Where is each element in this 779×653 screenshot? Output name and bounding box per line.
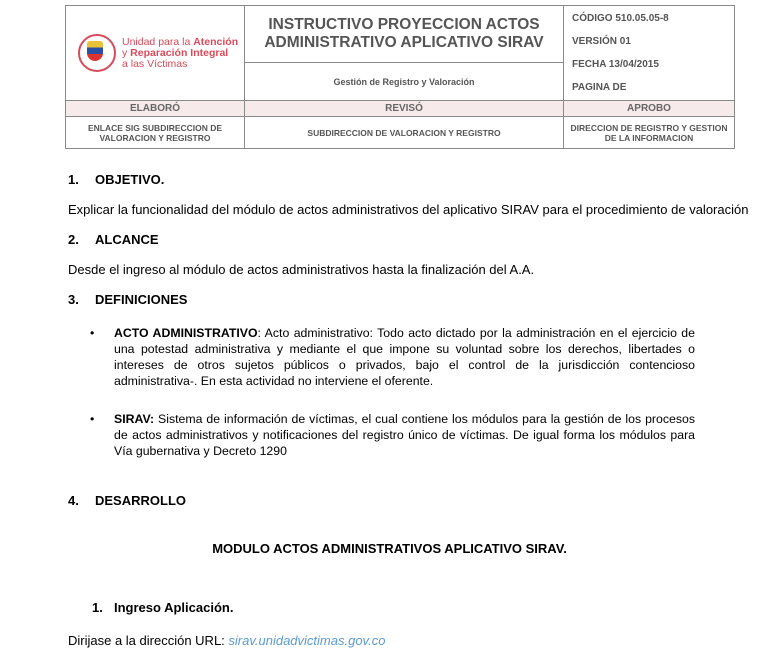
document-header: [65, 5, 734, 150]
document-version: VERSIÓN 01: [572, 36, 631, 47]
reviso-label: REVISÓ: [245, 101, 564, 117]
sirav-url-link[interactable]: sirav.unidadvictimas.gov.co: [228, 633, 386, 648]
document-code: CÓDIGO 510.05.05-8: [572, 13, 669, 24]
document-date: FECHA 13/04/2015: [572, 59, 659, 70]
logo-text: Unidad para la Atención y Reparación Integral a las Víctimas: [122, 35, 239, 70]
logo-cell: [66, 6, 245, 101]
section-objetivo-text: Explicar la funcionalidad del módulo de actos administrativos del aplicativo SIRAV para el procedimiento de valoración: [68, 202, 749, 217]
logo: [66, 7, 244, 100]
definition-term: SIRAV:: [114, 412, 155, 426]
document-title: INSTRUCTIVO PROYECCION ACTOS ADMINISTRATIVO APLICATIVO SIRAV: [245, 6, 563, 63]
section-definiciones-heading: 3. DEFINICIONES: [68, 292, 188, 307]
elaboro-label: ELABORÓ: [66, 101, 245, 117]
section-alcance-heading: 2. ALCANCE: [68, 232, 159, 247]
coat-of-arms-icon: [78, 34, 116, 72]
aprobo-value: DIRECCION DE REGISTRO Y GESTION DE LA INFORMACION: [564, 117, 735, 149]
module-title: MODULO ACTOS ADMINISTRATIVOS APLICATIVO SIRAV.: [212, 541, 567, 556]
section-desarrollo-heading: 4. DESARROLLO: [68, 493, 186, 508]
section-objetivo-heading: 1. OBJETIVO.: [68, 172, 165, 187]
bullet-icon: •: [90, 326, 95, 340]
definition-sirav: [90, 411, 695, 459]
document-subtitle: Gestión de Registro y Valoración: [333, 76, 475, 87]
definition-text: Sistema de información de víctimas, el cual contiene los módulos para la gestión de los procesos de actos administrativos y notificaciones del registro único de víctimas. De igual forma los módulos para Vía gubernativa y Decreto 1290: [114, 412, 695, 458]
definition-term: ACTO ADMINISTRATIVO: [114, 326, 258, 340]
definition-acto-administrativo: [90, 325, 695, 389]
document-page: PAGINA DE: [572, 82, 627, 93]
url-instruction: Dirijase a la dirección URL: sirav.unidadvictimas.gov.co: [68, 633, 386, 648]
bullet-icon: •: [90, 412, 95, 426]
section-alcance-text: Desde el ingreso al módulo de actos administrativos hasta la finalización del A.A.: [68, 262, 535, 277]
meta-cell: [564, 6, 735, 101]
subsection-ingreso-heading: 1. Ingreso Aplicación.: [92, 600, 234, 615]
header-table: [65, 5, 735, 149]
aprobo-label: APROBO: [564, 101, 735, 117]
reviso-value: SUBDIRECCION DE VALORACION Y REGISTRO: [245, 117, 564, 149]
title-cell: [245, 6, 564, 101]
elaboro-value: ENLACE SIG SUBDIRECCION DE VALORACION Y REGISTRO: [66, 117, 245, 149]
definition-text: : Acto administrativo: Todo acto dictado por la administración en el ejercicio de una potestad administrativa y mediante el que impone su voluntad sobre los derechos, libertades o intereses de otros sujetos públicos o privados, bajo el control de la jurisdicción contencioso administrativa-. En esta actividad no interviene el oferente.: [114, 326, 695, 388]
